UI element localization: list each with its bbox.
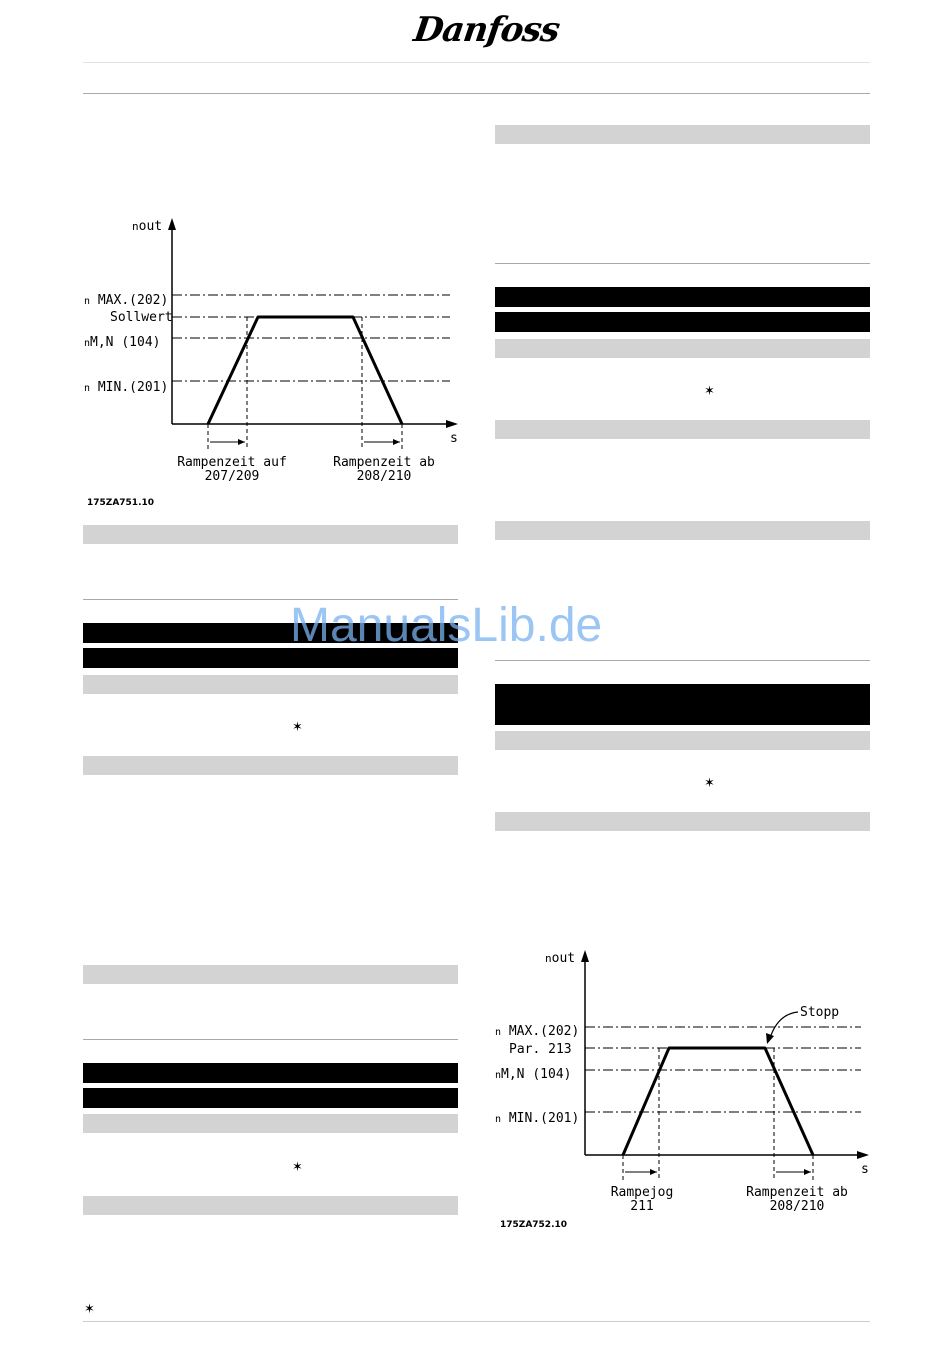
label-setpoint: Sollwert <box>110 310 173 325</box>
label-par213: Par. 213 <box>509 1042 572 1057</box>
ramp-down-label: Rampenzeit ab <box>333 455 435 470</box>
label-min: n MIN.(201) <box>84 380 169 395</box>
header-thin-rule <box>83 62 870 63</box>
y-axis-label: nout <box>545 951 576 966</box>
star-icon: ✶ <box>292 1160 303 1175</box>
gray-bar <box>83 675 458 694</box>
star-icon: ✶ <box>292 720 303 735</box>
section-rule <box>495 263 870 264</box>
black-bar <box>495 312 870 332</box>
header-rule <box>83 93 870 94</box>
watermark: ManualsLib.de <box>290 599 603 652</box>
x-axis-arrow <box>446 420 458 428</box>
ramp-up-param: 207/209 <box>204 469 260 484</box>
star-icon: ✶ <box>704 384 715 399</box>
ramp-up-label: Rampenzeit auf <box>177 455 287 470</box>
speed-profile <box>208 317 402 424</box>
label-min: n MIN.(201) <box>495 1111 580 1126</box>
footer-rule <box>83 1321 870 1322</box>
label-max: n MAX.(202) <box>84 293 169 308</box>
stop-pointer <box>770 1012 798 1038</box>
y-axis-arrow <box>168 218 176 230</box>
star-icon: ✶ <box>704 776 715 791</box>
ramp-down-param: 208/210 <box>356 469 412 484</box>
ramp-down-label: Rampenzeit ab <box>746 1185 848 1200</box>
gray-bar <box>83 756 458 775</box>
gray-bar <box>495 731 870 750</box>
gray-bar <box>495 420 870 439</box>
gray-bar <box>83 1114 458 1133</box>
gray-bar <box>495 521 870 540</box>
black-bar <box>83 1063 458 1083</box>
gray-bar <box>495 812 870 831</box>
gray-bar <box>83 1196 458 1215</box>
speed-profile <box>623 1048 813 1155</box>
x-axis-label: s <box>861 1162 869 1177</box>
star-icon: ✶ <box>84 1302 95 1317</box>
label-mn: nM,N (104) <box>84 335 161 350</box>
gray-bar <box>83 965 458 984</box>
black-bar <box>495 287 870 307</box>
section-rule <box>83 1039 458 1040</box>
ramp-time-chart <box>80 210 460 495</box>
gray-bar <box>83 525 458 544</box>
ramp-jog-param: 211 <box>630 1199 654 1214</box>
gray-bar <box>495 125 870 144</box>
section-rule <box>495 660 870 661</box>
jog-ramp-chart <box>493 942 873 1227</box>
ramp-down-param: 208/210 <box>769 1199 825 1214</box>
label-mn: nM,N (104) <box>495 1067 572 1082</box>
stop-label: Stopp <box>800 1005 840 1020</box>
danfoss-logo: Danfoss <box>411 10 562 50</box>
y-axis-label: nout <box>132 219 163 234</box>
label-max: n MAX.(202) <box>495 1024 580 1039</box>
black-bar-double <box>495 684 870 725</box>
gray-bar <box>495 339 870 358</box>
figure-code-1: 175ZA751.10 <box>87 498 155 508</box>
x-axis-label: s <box>450 431 458 446</box>
black-bar <box>83 1088 458 1108</box>
figure-code-2: 175ZA752.10 <box>500 1220 568 1230</box>
ramp-jog-label: Rampejog <box>610 1185 674 1200</box>
